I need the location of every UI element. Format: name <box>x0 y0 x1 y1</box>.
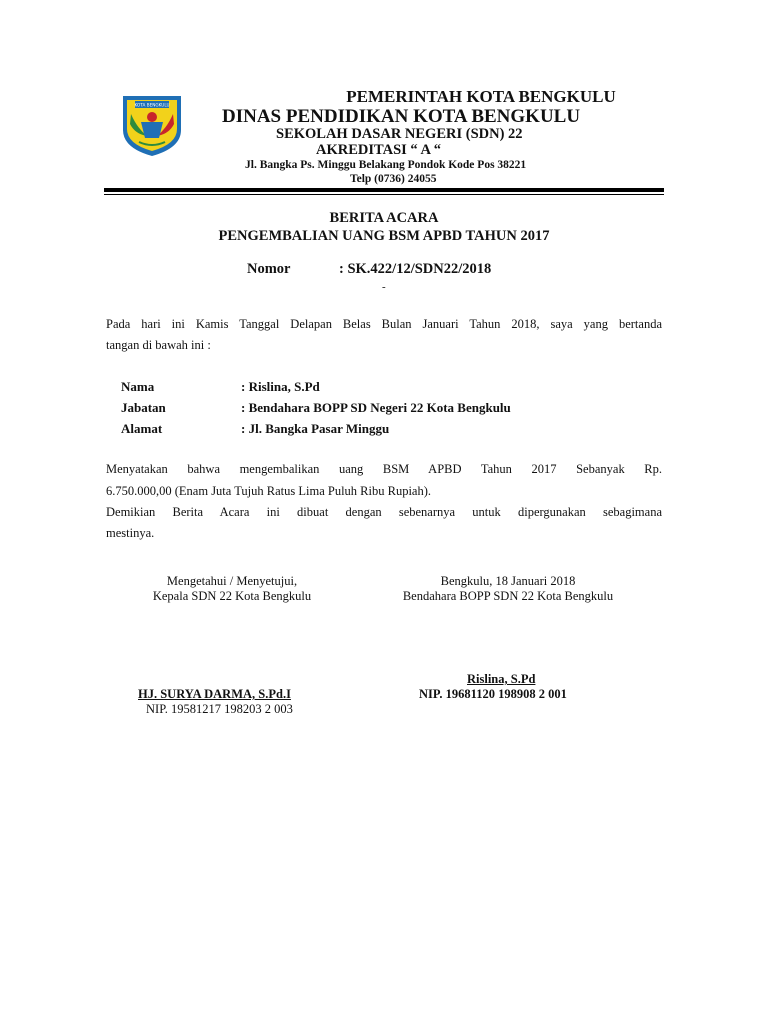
letterhead-address: Jl. Bangka Ps. Minggu Belakang Pondok Kode Pos 38221 <box>245 159 527 171</box>
document-subtitle: PENGEMBALIAN UANG BSM APBD TAHUN 2017 <box>218 228 550 244</box>
signature-right-name: Rislina, S.Pd <box>467 672 536 686</box>
signature-left-name: HJ. SURYA DARMA, S.Pd.I <box>138 687 291 701</box>
letterhead-divider-thin <box>104 194 664 195</box>
number-dash: - <box>382 281 386 293</box>
signature-left-caption1: Mengetahui / Menyetujui, <box>166 574 298 588</box>
statement-line1: Menyatakan bahwa mengembalikan uang BSM APBD Tahun 2017 Sebanyak Rp. <box>106 462 662 476</box>
letterhead-agency: DINAS PENDIDIKAN KOTA BENGKULU <box>222 106 581 127</box>
field-value-alamat: : Jl. Bangka Pasar Minggu <box>241 421 390 436</box>
document-title: BERITA ACARA <box>329 210 439 226</box>
signature-right-caption1: Bengkulu, 18 Januari 2018 <box>440 574 576 588</box>
logo-banner-text: KOTA BENGKULU <box>134 102 170 108</box>
closing-line1: Demikian Berita Acara ini dibuat dengan sebenarnya untuk dipergunakan sebagimana <box>106 505 662 519</box>
letterhead-school: SEKOLAH DASAR NEGERI (SDN) 22 <box>276 126 523 142</box>
document-number-label: Nomor <box>247 261 291 277</box>
signature-right-nip: NIP. 19681120 198908 2 001 <box>419 687 567 701</box>
signature-right-caption2: Bendahara BOPP SDN 22 Kota Bengkulu <box>402 589 614 603</box>
letterhead-phone: Telp (0736) 24055 <box>350 173 437 185</box>
field-value-jabatan: : Bendahara BOPP SD Negeri 22 Kota Bengkulu <box>241 400 511 415</box>
intro-text-line1: Pada hari ini Kamis Tanggal Delapan Belas Bulan Januari Tahun 2018, saya yang bertanda <box>106 317 662 331</box>
intro-text-line2: tangan di bawah ini : <box>106 338 211 352</box>
signature-left-nip: NIP. 19581217 198203 2 003 <box>146 702 293 716</box>
signature-left-caption2: Kepala SDN 22 Kota Bengkulu <box>152 589 312 603</box>
field-label-alamat: Alamat <box>121 421 163 436</box>
letterhead-accreditation: AKREDITASI “ A “ <box>316 142 442 158</box>
letterhead-divider-thick <box>104 188 664 192</box>
statement-line2: 6.750.000,00 (Enam Juta Tujuh Ratus Lima Puluh Ribu Rupiah). <box>106 484 432 498</box>
letterhead-government: PEMERINTAH KOTA BENGKULU <box>346 87 616 106</box>
field-value-nama: : Rislina, S.Pd <box>241 379 320 394</box>
field-label-jabatan: Jabatan <box>121 400 166 415</box>
field-label-nama: Nama <box>121 379 155 394</box>
document-number-value: : SK.422/12/SDN22/2018 <box>339 261 492 277</box>
closing-line2: mestinya. <box>106 526 155 540</box>
